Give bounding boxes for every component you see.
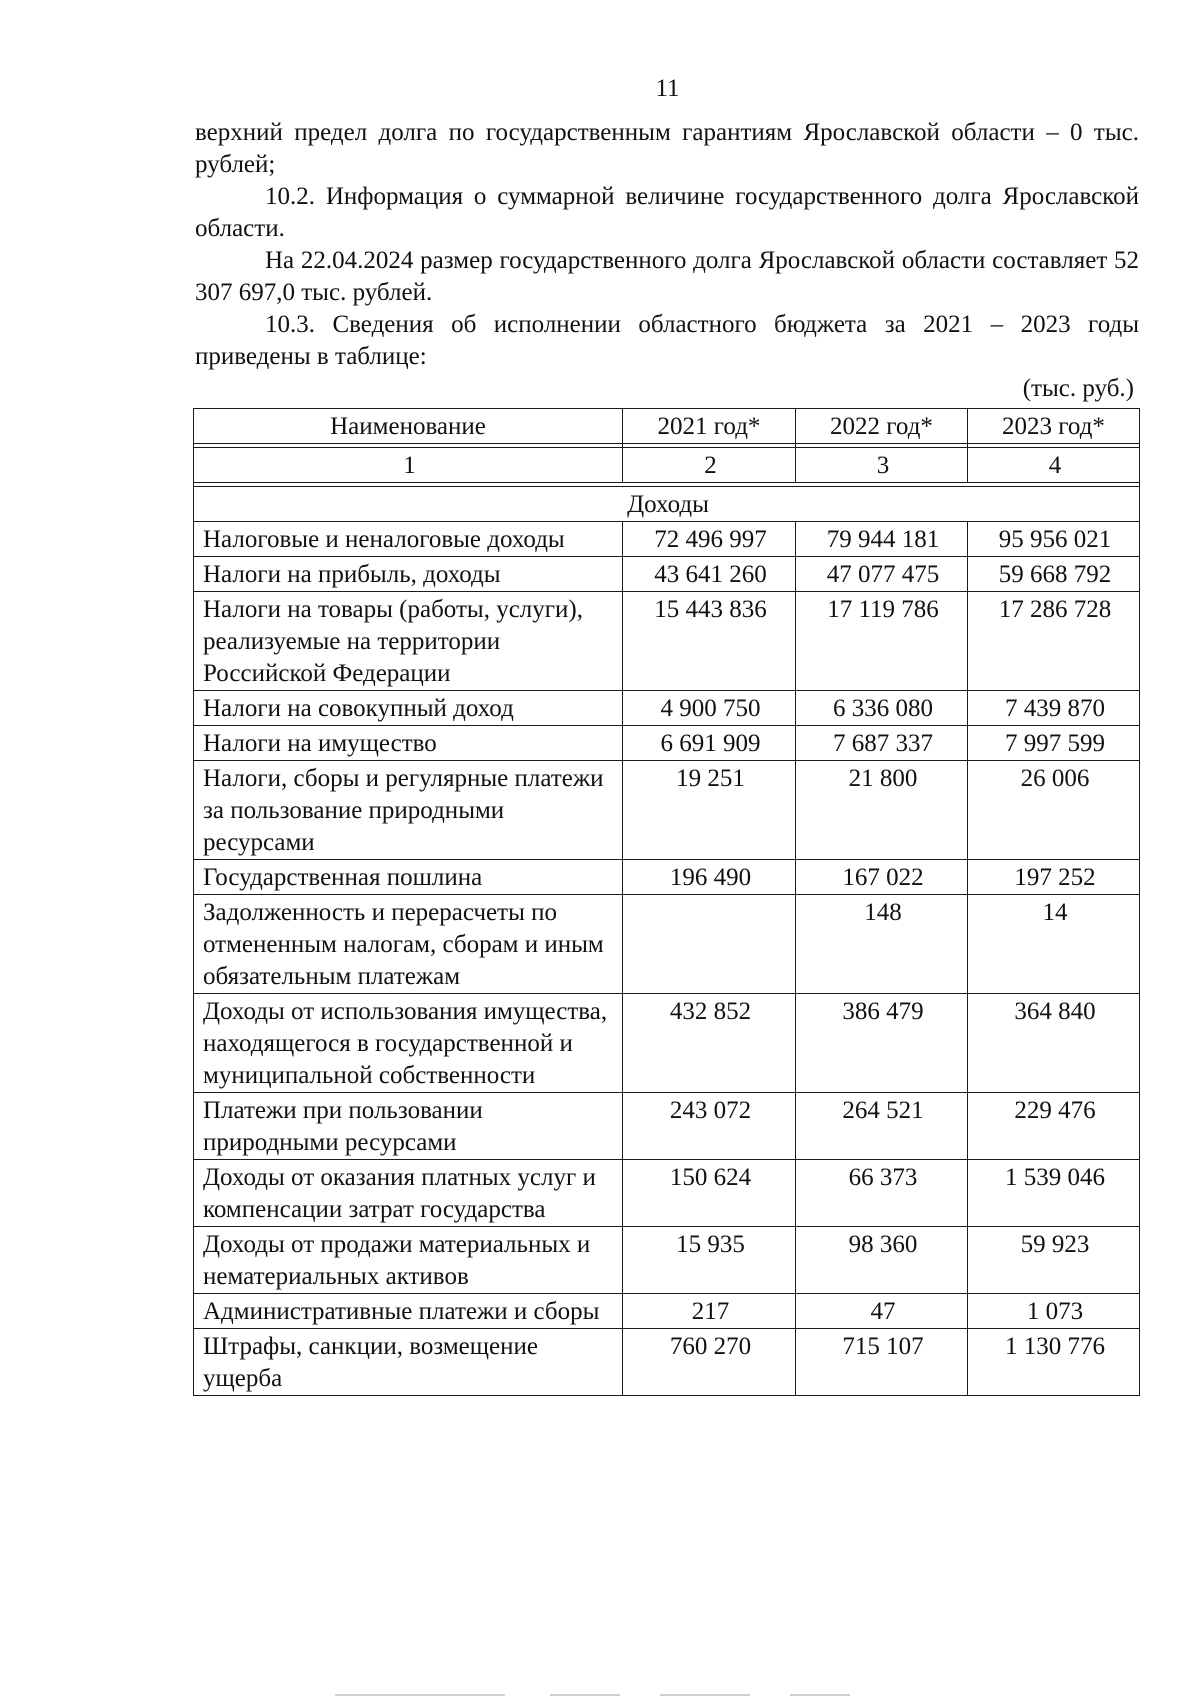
table-row (194, 592, 1140, 691)
row-name: Доходы от оказания платных услуг и компенсации затрат государства (194, 1160, 623, 1227)
row-name: Административные платежи и сборы (194, 1294, 623, 1329)
value-2021: 15 443 836 (623, 592, 796, 691)
table-body (194, 522, 1140, 1396)
value-2022: 98 360 (796, 1227, 968, 1294)
value-2021: 150 624 (623, 1160, 796, 1227)
value-2021: 760 270 (623, 1329, 796, 1396)
table-row (194, 1093, 1140, 1160)
value-2021: 6 691 909 (623, 726, 796, 761)
value-2021: 432 852 (623, 994, 796, 1093)
value-2021: 4 900 750 (623, 691, 796, 726)
value-2021: 15 935 (623, 1227, 796, 1294)
value-2023: 14 (968, 895, 1140, 994)
value-2023: 7 439 870 (968, 691, 1140, 726)
row-name: Доходы от продажи материальных и нематериальных активов (194, 1227, 623, 1294)
value-2021 (623, 895, 796, 994)
paragraph-10-2: 10.2. Информация о суммарной величине государственного долга Ярославской области. (195, 183, 1139, 242)
value-2022: 386 479 (796, 994, 968, 1093)
value-2021: 217 (623, 1294, 796, 1329)
row-name: Доходы от использования имущества, находящегося в государственной и муниципальной собственности (194, 994, 623, 1093)
row-name: Штрафы, санкции, возмещение ущерба (194, 1329, 623, 1396)
row-name: Налоги, сборы и регулярные платежи за пользование природными ресурсами (194, 761, 623, 860)
value-2023: 229 476 (968, 1093, 1140, 1160)
value-2023: 59 923 (968, 1227, 1140, 1294)
row-name: Налоги на товары (работы, услуги), реализуемые на территории Российской Федерации (194, 592, 623, 691)
value-2022: 47 077 475 (796, 557, 968, 592)
table-row (194, 726, 1140, 761)
value-2022: 79 944 181 (796, 522, 968, 557)
row-name: Налоги на совокупный доход (194, 691, 623, 726)
value-2023: 364 840 (968, 994, 1140, 1093)
table-row (194, 557, 1140, 592)
value-2023: 26 006 (968, 761, 1140, 860)
table-row (194, 761, 1140, 860)
table-row (194, 1294, 1140, 1329)
value-2023: 95 956 021 (968, 522, 1140, 557)
value-2022: 17 119 786 (796, 592, 968, 691)
value-2022: 264 521 (796, 1093, 968, 1160)
table-row (194, 1227, 1140, 1294)
table-row (194, 860, 1140, 895)
value-2022: 7 687 337 (796, 726, 968, 761)
row-name: Государственная пошлина (194, 860, 623, 895)
paragraph-10-3: 10.3. Сведения об исполнении областного бюджета за 2021 – 2023 годы приведены в таблице: (195, 311, 1139, 370)
value-2023: 1 073 (968, 1294, 1140, 1329)
value-2022: 47 (796, 1294, 968, 1329)
column-number: 3 (796, 448, 968, 483)
budget-table (193, 408, 1140, 1396)
section-title-income: Доходы (194, 487, 1140, 522)
header-2022: 2022 год* (796, 409, 968, 444)
table-row (194, 522, 1140, 557)
header-2023: 2023 год* (968, 409, 1140, 444)
value-2023: 7 997 599 (968, 726, 1140, 761)
value-2023: 1 130 776 (968, 1329, 1140, 1396)
value-2023: 197 252 (968, 860, 1140, 895)
value-2022: 66 373 (796, 1160, 968, 1227)
row-name: Платежи при пользовании природными ресурсами (194, 1093, 623, 1160)
table-unit-label: (тыс. руб.) (1022, 375, 1134, 402)
paragraph-debt-size: На 22.04.2024 размер государственного долга Ярославской области составляет 52 307 697,0 тыс. рублей. (195, 247, 1139, 306)
value-2021: 43 641 260 (623, 557, 796, 592)
row-name: Налоги на прибыль, доходы (194, 557, 623, 592)
value-2021: 72 496 997 (623, 522, 796, 557)
section-row (194, 487, 1140, 522)
table-row (194, 1329, 1140, 1396)
header-name: Наименование (194, 409, 623, 444)
body-text (195, 117, 1139, 373)
row-name: Налоги на имущество (194, 726, 623, 761)
row-name: Налоговые и неналоговые доходы (194, 522, 623, 557)
value-2022: 21 800 (796, 761, 968, 860)
page-number: 11 (655, 75, 680, 102)
paragraph-guarantees-limit: верхний предел долга по государственным гарантиям Ярославской области – 0 тыс. рублей; (195, 119, 1139, 178)
column-number: 4 (968, 448, 1140, 483)
value-2022: 167 022 (796, 860, 968, 895)
table-row (194, 691, 1140, 726)
value-2023: 1 539 046 (968, 1160, 1140, 1227)
row-name: Задолженность и перерасчеты по отмененным налогам, сборам и иным обязательным платежам (194, 895, 623, 994)
value-2021: 243 072 (623, 1093, 796, 1160)
value-2022: 715 107 (796, 1329, 968, 1396)
table-row (194, 1160, 1140, 1227)
value-2022: 148 (796, 895, 968, 994)
column-number: 1 (194, 448, 623, 483)
table-header-row (194, 409, 1140, 444)
table-row (194, 895, 1140, 994)
value-2023: 59 668 792 (968, 557, 1140, 592)
value-2022: 6 336 080 (796, 691, 968, 726)
header-2021: 2021 год* (623, 409, 796, 444)
value-2021: 196 490 (623, 860, 796, 895)
column-number-row (194, 448, 1140, 483)
value-2021: 19 251 (623, 761, 796, 860)
column-number: 2 (623, 448, 796, 483)
table-row (194, 994, 1140, 1093)
value-2023: 17 286 728 (968, 592, 1140, 691)
